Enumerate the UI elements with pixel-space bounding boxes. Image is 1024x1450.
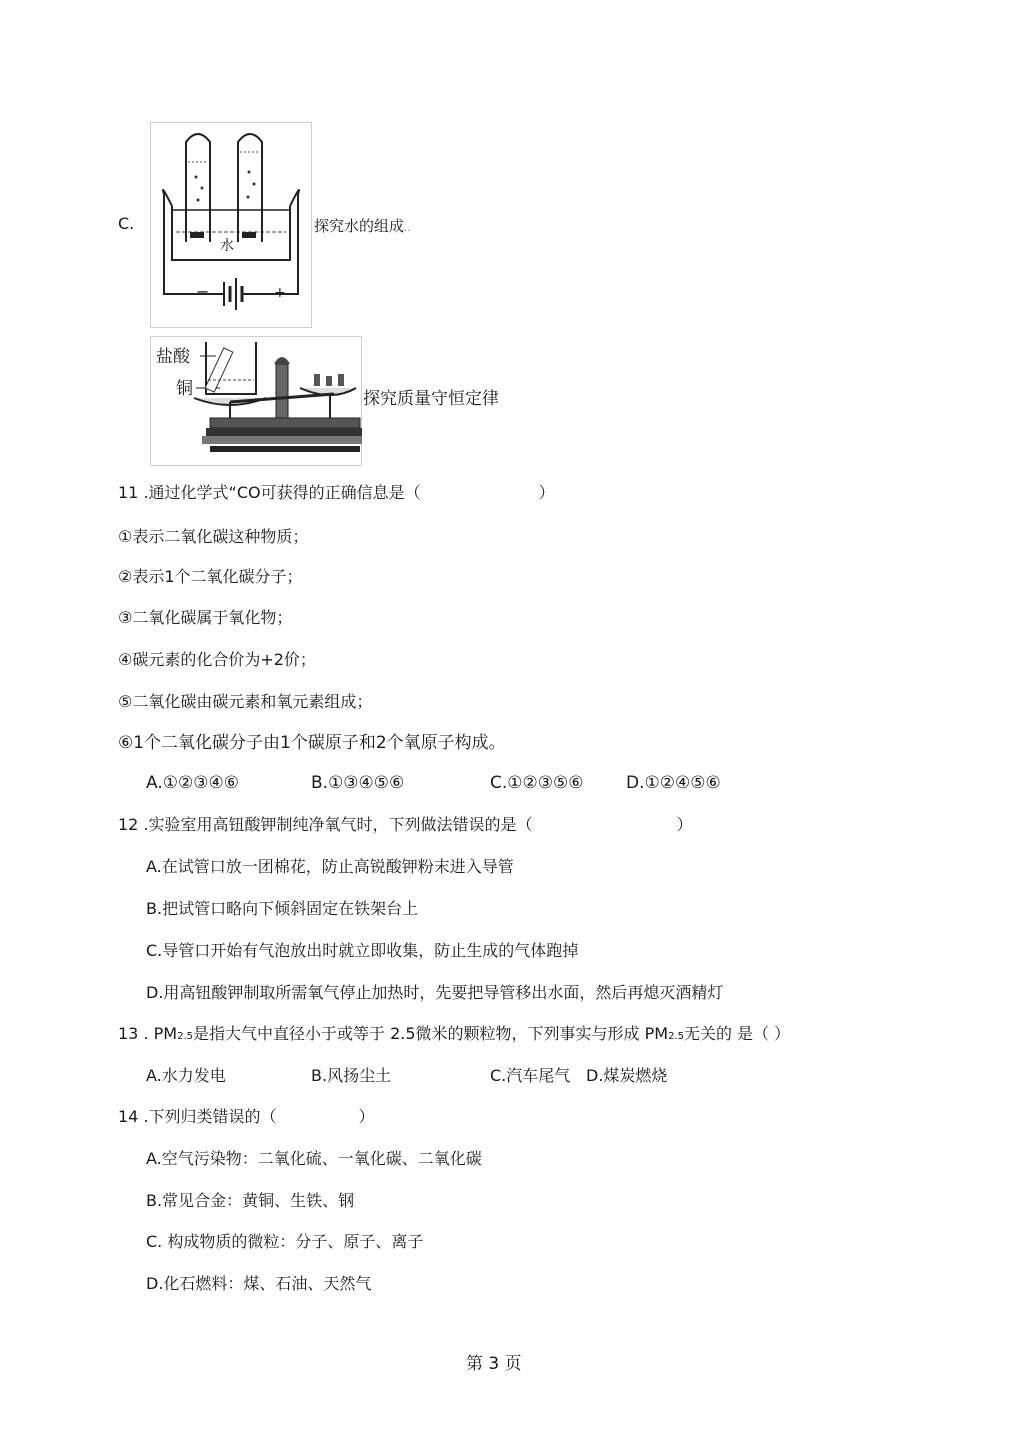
- mass-conservation-figure: [150, 336, 362, 466]
- q14-option-d: D.化石燃料：煤、石油、天然气: [146, 1274, 372, 1293]
- acid-label: 盐酸: [156, 347, 190, 367]
- q11-item: ④碳元素的化合价为+2价；: [118, 650, 316, 669]
- q14-option-b: B.常见合金：黄铜、生铁、钢: [146, 1191, 355, 1210]
- q13-stem: 13 . PM2.5是指大气中直径小于或等于 2.5微米的颗粒物，下列事实与形成 PM2.5无关的 是（ ）: [118, 1024, 791, 1043]
- q12-stem: 12 .实验室用高钮酸钾制纯净氧气时，下列做法错误的是（ ）: [118, 815, 693, 834]
- q13-option-a: A.水力发电: [146, 1066, 226, 1085]
- q11-stem: 11 .通过化学式“CO可获得的正确信息是（ ）: [118, 483, 555, 502]
- q12-option-b: B.把试管口略向下倾斜固定在铁架台上: [146, 899, 419, 918]
- q14-stem: 14 .下列归类错误的（ ）: [118, 1107, 375, 1126]
- plus-sign: +: [274, 285, 286, 301]
- option-c-label: C.: [118, 214, 135, 233]
- q12-option-a: A.在试管口放一团棉花，防止高锐酸钾粉末进入导管: [146, 857, 514, 876]
- q11-item: ⑥1个二氧化碳分子由1个碳原子和2个氧原子构成。: [118, 733, 506, 753]
- q13-option-b: B.风扬尘土: [311, 1066, 392, 1085]
- water-electrolysis-figure: [150, 122, 312, 328]
- q13-option-d: D.煤炭燃烧: [586, 1066, 668, 1085]
- q13-option-c: C.汽车尾气: [490, 1066, 571, 1085]
- q12-option-d: D.用高钮酸钾制取所需氧气停止加热时，先要把导管移出水面，然后再熄灭酒精灯: [146, 983, 724, 1002]
- figure-c-caption: 探究水的组成..: [314, 217, 411, 235]
- q11-option-d: D.①②④⑤⑥: [626, 773, 721, 793]
- q11-item: ⑤二氧化碳由碳元素和氧元素组成；: [118, 692, 373, 711]
- q11-option-c: C.①②③⑤⑥: [490, 773, 584, 793]
- q11-option-a: A.①②③④⑥: [146, 773, 239, 793]
- q11-option-b: B.①③④⑤⑥: [311, 773, 405, 793]
- water-label: 水: [220, 238, 234, 254]
- copper-label: 铜: [176, 379, 193, 399]
- minus-sign: −: [196, 282, 210, 301]
- q14-option-a: A.空气污染物：二氧化硫、一氧化碳、二氧化碳: [146, 1149, 482, 1168]
- q11-item: ①表示二氧化碳这种物质；: [118, 527, 309, 546]
- figure-d-caption: 探究质量守恒定律: [363, 389, 499, 409]
- q11-item: ②表示1个二氧化碳分子；: [118, 567, 303, 586]
- q12-option-c: C.导管口开始有气泡放出时就立即收集，防止生成的气体跑掉: [146, 941, 579, 960]
- page-number: 第 3 页: [466, 1354, 522, 1374]
- q14-option-c: C. 构成物质的微粒：分子、原子、离子: [146, 1232, 424, 1251]
- q11-item: ③二氧化碳属于氧化物；: [118, 608, 293, 627]
